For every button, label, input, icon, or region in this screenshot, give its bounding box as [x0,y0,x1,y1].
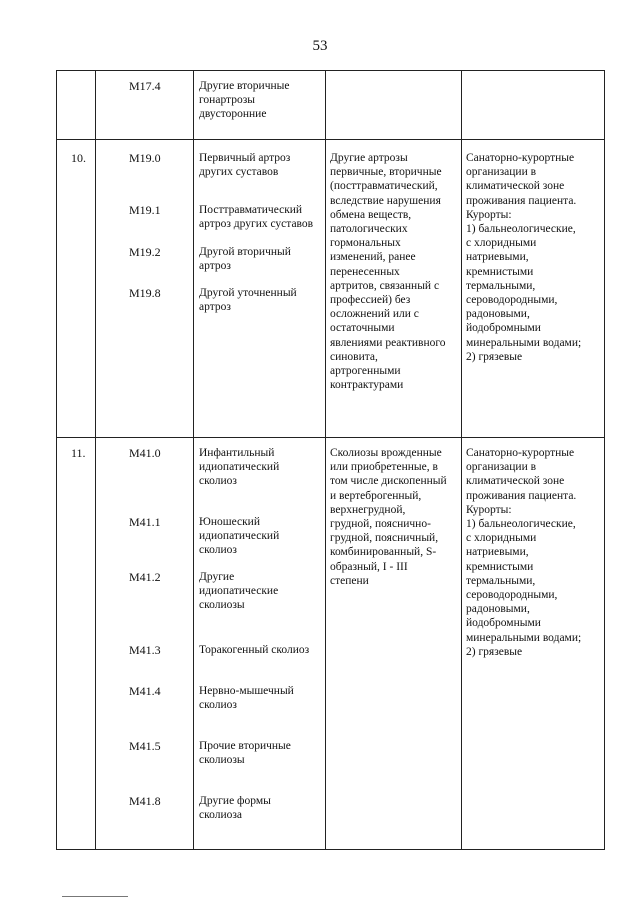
diagnosis-name: Прочие вторичные сколиозы [199,740,291,767]
icd-code: M17.4 [129,79,161,93]
icd-code: M19.8 [129,286,161,300]
diagnosis-name: Другие идиопатические сколиозы [199,571,279,612]
diagnosis-name: Инфантильный идиопатический сколиоз [199,447,280,488]
page-number: 53 [312,38,328,54]
icd-code: M41.5 [129,739,161,753]
diagnosis-name: Первичный артроз других суставов [199,152,291,179]
row-number: 10. [71,151,86,165]
diagnosis-name: Другие формы сколиоза [199,795,271,822]
icd-code: M19.2 [129,245,161,259]
icd-code: M41.2 [129,570,161,584]
column-divider [461,71,462,849]
resort-facilities: Санаторно-курортные организации в климатической зоне проживания пациента. Курорты: 1) бальнеологические, с хлоридными натриевыми, кремнистыми термальными, сероводородными, радоновыми, йодобромными минеральными водами; 2) грязевые [466,447,582,658]
diagnosis-name: Посттравматический артроз других суставов [199,204,314,231]
row-divider [57,437,604,438]
column-divider [193,71,194,849]
diagnosis-name: Торакогенный сколиоз [199,644,310,656]
diagnosis-name: Другой уточненный артроз [199,287,297,314]
diagnosis-description: Другие артрозы первичные, вторичные (посттравматический, вследствие нарушения обмена веществ, патологических гормональных изменений, ранее перенесенных артритов, связанный с профессией) без осложнений или с остаточными явлениями реактивного синовита, артрогенными контрактурами [330,152,446,392]
diagnosis-name: Другие вторичные гонартрозы двусторонние [199,80,290,121]
column-divider [325,71,326,849]
diagnosis-name: Другой вторичный артроз [199,246,291,273]
diagnosis-name: Нервно-мышечный сколиоз [199,685,294,712]
column-divider [95,71,96,849]
icd-code: M41.1 [129,515,161,529]
icd-code: M41.0 [129,446,161,460]
icd-code: M41.4 [129,684,161,698]
icd-code: M41.8 [129,794,161,808]
resort-facilities: Санаторно-курортные организации в климатической зоне проживания пациента. Курорты: 1) бальнеологические, с хлоридными натриевыми, кремнистыми термальными, сероводородными, радоновыми, йодобромными минеральными водами; 2) грязевые [466,152,582,363]
diagnosis-description: Сколиозы врожденные или приобретенные, в том числе дископенный и вертеброгенный, верхнегрудной, грудной, пояснично- грудной, поясничный, комбинированный, S- образный, I - III степени [330,447,447,587]
icd-code: M19.1 [129,203,161,217]
footer-rule [62,896,128,897]
row-divider [57,139,604,140]
row-number: 11. [71,446,86,460]
icd-code: M19.0 [129,151,161,165]
disease-table [56,70,605,850]
icd-code: M41.3 [129,643,161,657]
diagnosis-name: Юношеский идиопатический сколиоз [199,516,280,557]
